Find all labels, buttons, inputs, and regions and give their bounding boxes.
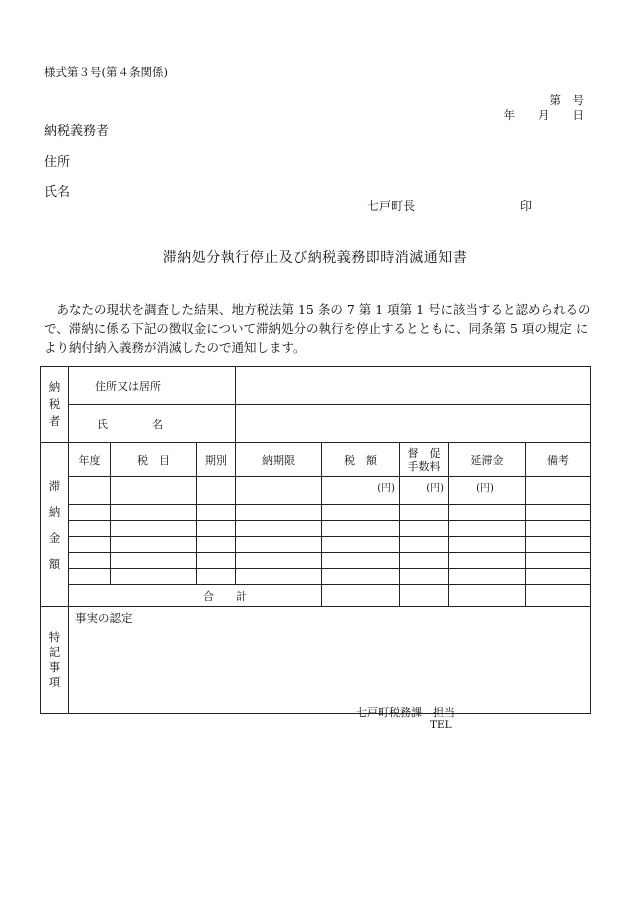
taxpayer-section-label: 納 税 者 xyxy=(41,367,69,443)
name-row-label: 氏 名 xyxy=(69,405,236,443)
department-contact: 七戸町税務課 担当 xyxy=(356,706,455,719)
issuer-mayor: 七戸町長 xyxy=(367,199,416,213)
col-period: 期別 xyxy=(197,443,236,477)
form-number: 様式第３号(第４条関係) xyxy=(44,65,168,79)
name-value-cell xyxy=(236,405,591,443)
table-row xyxy=(41,505,591,521)
arrears-section-label: 滞 納 金 額 xyxy=(41,443,69,607)
col-fiscal-year: 年度 xyxy=(69,443,111,477)
body-paragraph: あなたの現状を調査した結果、地方税法第 15 条の 7 第 1 項第 1 号に該当すると認められるの で、滞納に係る下記の徴収金について滞納処分の執行を停止するとともに、同条第 5 項の規定 により納付納入義務が消滅したので通知します。 xyxy=(44,302,591,355)
tel-label: TEL xyxy=(430,719,452,731)
col-late-fee: 延滞金 xyxy=(449,443,526,477)
total-label: 合 計 xyxy=(69,585,322,607)
col-tax-item: 税 目 xyxy=(111,443,197,477)
yen-unit: (円) xyxy=(449,477,526,505)
col-reminder-fee: 督 促 手数料 xyxy=(400,443,449,477)
seal-mark: 印 xyxy=(520,199,533,213)
yen-unit: (円) xyxy=(322,477,400,505)
col-due-date: 納期限 xyxy=(236,443,322,477)
document-date: 年 月 日 xyxy=(503,108,584,122)
total-row xyxy=(41,585,591,607)
document-number: 第 号 xyxy=(549,93,584,107)
name-label: 氏名 xyxy=(44,185,71,200)
col-tax-amount: 税 額 xyxy=(322,443,400,477)
col-remarks: 備考 xyxy=(526,443,591,477)
table-row xyxy=(41,521,591,537)
address-value-cell xyxy=(236,367,591,405)
table-row xyxy=(41,477,591,505)
table-row xyxy=(41,569,591,585)
taxpayer-label: 納税義務者 xyxy=(44,124,110,139)
table-row xyxy=(41,553,591,569)
address-label: 住所 xyxy=(44,155,71,170)
arrears-table xyxy=(40,366,591,714)
yen-unit: (円) xyxy=(400,477,449,505)
notes-section-label: 特 記 事 項 xyxy=(41,607,69,714)
table-row xyxy=(41,537,591,553)
address-row-label: 住所又は居所 xyxy=(69,367,236,405)
page-title: 滞納処分執行停止及び納税義務即時消滅通知書 xyxy=(162,250,468,266)
notes-content: 事実の認定 xyxy=(69,607,591,714)
